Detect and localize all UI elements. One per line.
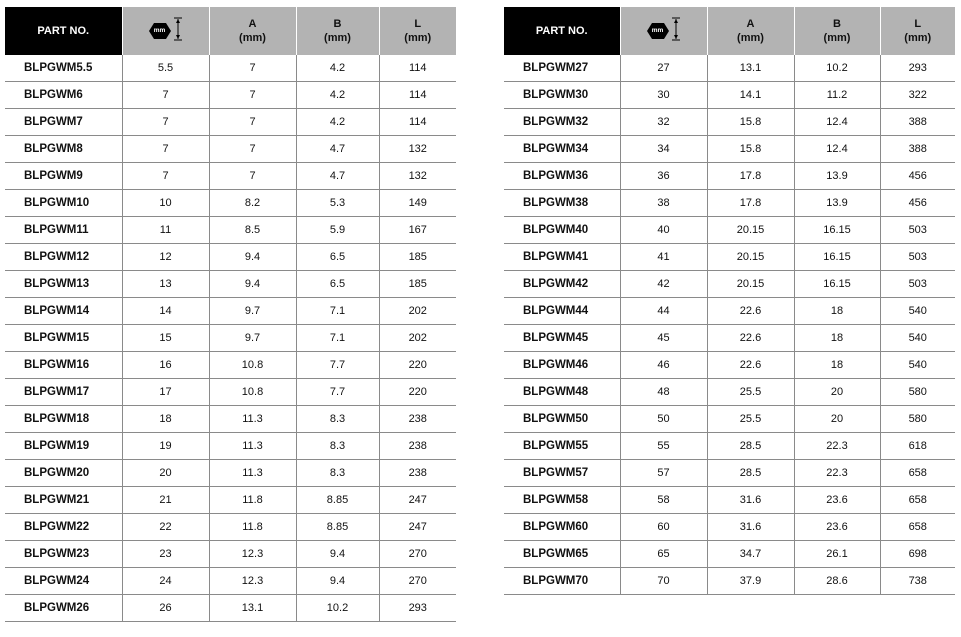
part-number-cell: BLPGWM22 [5,514,122,541]
hex-size-cell: 42 [620,271,707,298]
length-cell: 540 [880,325,955,352]
dim-b-cell: 18 [794,298,880,325]
dim-b-cell: 22.3 [794,460,880,487]
dim-a-cell: 25.5 [707,379,794,406]
length-cell: 503 [880,271,955,298]
dim-a-cell: 25.5 [707,406,794,433]
length-cell: 202 [379,325,456,352]
length-cell: 388 [880,136,955,163]
length-cell: 238 [379,406,456,433]
part-number-cell: BLPGWM13 [5,271,122,298]
part-number-cell: BLPGWM16 [5,352,122,379]
length-cell: 580 [880,406,955,433]
dim-a-cell: 15.8 [707,109,794,136]
dim-a-cell: 22.6 [707,325,794,352]
part-number-cell: BLPGWM41 [504,244,620,271]
dim-b-cell: 4.7 [296,163,379,190]
part-number-cell: BLPGWM42 [504,271,620,298]
part-number-cell: BLPGWM23 [5,541,122,568]
part-number-cell: BLPGWM30 [504,82,620,109]
hex-size-cell: 60 [620,514,707,541]
part-number-cell: BLPGWM55 [504,433,620,460]
length-cell: 167 [379,217,456,244]
hex-size-cell: 7 [122,109,209,136]
hex-size-cell: 11 [122,217,209,244]
dim-b-cell: 7.7 [296,379,379,406]
length-cell: 270 [379,568,456,595]
part-number-cell: BLPGWM8 [5,136,122,163]
table-row [5,487,456,514]
dim-b-cell: 8.85 [296,487,379,514]
length-cell: 247 [379,487,456,514]
dim-a-cell: 11.8 [209,514,296,541]
table-row [504,352,955,379]
dim-a-cell: 20.15 [707,271,794,298]
table-row [504,568,955,595]
part-number-cell: BLPGWM70 [504,568,620,595]
dim-a-cell: 9.7 [209,325,296,352]
parts-table-left [5,7,456,622]
hex-size-cell: 50 [620,406,707,433]
dim-b-cell: 16.15 [794,217,880,244]
part-number-cell: BLPGWM12 [5,244,122,271]
parts-table-right-body [504,55,955,595]
dim-b-cell: 16.15 [794,244,880,271]
dim-b-cell: 4.2 [296,109,379,136]
table-row [504,136,955,163]
hex-size-cell: 7 [122,163,209,190]
table-row [5,271,456,298]
dim-b-cell: 13.9 [794,163,880,190]
dim-a-cell: 22.6 [707,352,794,379]
dim-a-cell: 9.4 [209,244,296,271]
dim-b-cell: 16.15 [794,271,880,298]
dim-a-cell: 12.3 [209,541,296,568]
hex-size-cell: 10 [122,190,209,217]
dim-b-cell: 23.6 [794,514,880,541]
dim-a-cell: 8.2 [209,190,296,217]
hex-size-cell: 44 [620,298,707,325]
dim-b-cell: 18 [794,325,880,352]
dim-a-cell: 7 [209,136,296,163]
length-cell: 114 [379,55,456,82]
dim-a-cell: 7 [209,82,296,109]
table-row [504,217,955,244]
dim-b-cell: 8.3 [296,406,379,433]
dim-a-cell: 31.6 [707,514,794,541]
dim-b-cell: 6.5 [296,271,379,298]
length-cell: 503 [880,217,955,244]
length-cell: 185 [379,271,456,298]
dim-b-cell: 4.2 [296,82,379,109]
table-row [504,190,955,217]
part-number-cell: BLPGWM21 [5,487,122,514]
hex-size-cell: 20 [122,460,209,487]
table-row [504,55,955,82]
length-cell: 322 [880,82,955,109]
table-row [504,406,955,433]
dim-a-cell: 11.3 [209,460,296,487]
hex-size-cell: 7 [122,82,209,109]
col-l-header: L (mm) [880,7,955,55]
length-cell: 202 [379,298,456,325]
table-header-row [504,7,955,55]
length-cell: 456 [880,190,955,217]
dim-a-cell: 12.3 [209,568,296,595]
hex-unit-label: mm [153,27,166,34]
table-row [5,55,456,82]
dim-a-cell: 20.15 [707,217,794,244]
dim-a-cell: 20.15 [707,244,794,271]
dim-b-cell: 9.4 [296,541,379,568]
dim-b-cell: 4.2 [296,55,379,82]
dim-b-cell: 8.3 [296,460,379,487]
hex-size-cell: 17 [122,379,209,406]
table-row [504,271,955,298]
hex-size-cell: 16 [122,352,209,379]
length-cell: 114 [379,82,456,109]
hex-size-icon [647,23,669,39]
dim-a-cell: 15.8 [707,136,794,163]
dim-b-cell: 5.3 [296,190,379,217]
dim-b-cell: 9.4 [296,568,379,595]
height-dimension-icon [671,17,681,45]
hex-size-cell: 21 [122,487,209,514]
part-number-cell: BLPGWM46 [504,352,620,379]
dim-b-cell: 11.2 [794,82,880,109]
table-row [504,460,955,487]
hex-size-cell: 14 [122,298,209,325]
hex-size-header [620,7,707,55]
part-number-cell: BLPGWM24 [5,568,122,595]
part-number-cell: BLPGWM26 [5,595,122,622]
dim-b-cell: 8.85 [296,514,379,541]
part-number-cell: BLPGWM32 [504,109,620,136]
length-cell: 132 [379,136,456,163]
part-no-header: PART NO. [5,7,122,55]
length-cell: 580 [880,379,955,406]
table-row [5,541,456,568]
table-row [504,433,955,460]
part-number-cell: BLPGWM5.5 [5,55,122,82]
part-number-cell: BLPGWM58 [504,487,620,514]
dim-a-cell: 9.4 [209,271,296,298]
dim-a-cell: 17.8 [707,190,794,217]
col-l-header: L (mm) [379,7,456,55]
length-cell: 270 [379,541,456,568]
hex-size-cell: 46 [620,352,707,379]
hex-size-cell: 12 [122,244,209,271]
dim-a-cell: 11.3 [209,406,296,433]
table-row [504,325,955,352]
parts-table-left-body [5,55,456,622]
hex-unit-label: mm [651,27,664,34]
col-b-header: B (mm) [296,7,379,55]
part-number-cell: BLPGWM44 [504,298,620,325]
table-row [5,82,456,109]
col-a-header: A (mm) [707,7,794,55]
part-number-cell: BLPGWM65 [504,541,620,568]
part-number-cell: BLPGWM50 [504,406,620,433]
part-number-cell: BLPGWM15 [5,325,122,352]
dim-b-cell: 12.4 [794,136,880,163]
part-number-cell: BLPGWM9 [5,163,122,190]
length-cell: 220 [379,352,456,379]
part-number-cell: BLPGWM60 [504,514,620,541]
part-number-cell: BLPGWM19 [5,433,122,460]
dim-b-cell: 4.7 [296,136,379,163]
length-cell: 132 [379,163,456,190]
length-cell: 293 [880,55,955,82]
hex-size-header [122,7,209,55]
hex-size-cell: 65 [620,541,707,568]
part-number-cell: BLPGWM57 [504,460,620,487]
table-row [5,298,456,325]
dim-b-cell: 20 [794,406,880,433]
dim-a-cell: 11.3 [209,433,296,460]
length-cell: 456 [880,163,955,190]
table-row [504,163,955,190]
table-row [5,109,456,136]
dim-a-cell: 11.8 [209,487,296,514]
length-cell: 185 [379,244,456,271]
table-row [5,433,456,460]
part-number-cell: BLPGWM7 [5,109,122,136]
length-cell: 503 [880,244,955,271]
dim-a-cell: 7 [209,163,296,190]
table-row [5,325,456,352]
hex-size-cell: 26 [122,595,209,622]
dim-b-cell: 26.1 [794,541,880,568]
part-number-cell: BLPGWM20 [5,460,122,487]
dim-b-cell: 6.5 [296,244,379,271]
table-row [504,298,955,325]
table-row [5,568,456,595]
part-number-cell: BLPGWM10 [5,190,122,217]
length-cell: 247 [379,514,456,541]
table-row [5,136,456,163]
dim-b-cell: 20 [794,379,880,406]
part-number-cell: BLPGWM11 [5,217,122,244]
hex-size-cell: 23 [122,541,209,568]
part-number-cell: BLPGWM34 [504,136,620,163]
height-dimension-icon [173,17,183,45]
length-cell: 149 [379,190,456,217]
dim-b-cell: 13.9 [794,190,880,217]
dim-a-cell: 9.7 [209,298,296,325]
length-cell: 698 [880,541,955,568]
dim-a-cell: 7 [209,55,296,82]
length-cell: 658 [880,514,955,541]
dim-a-cell: 7 [209,109,296,136]
length-cell: 238 [379,460,456,487]
hex-size-cell: 48 [620,379,707,406]
length-cell: 618 [880,433,955,460]
hex-size-cell: 38 [620,190,707,217]
dim-b-cell: 12.4 [794,109,880,136]
hex-size-cell: 27 [620,55,707,82]
hex-size-cell: 5.5 [122,55,209,82]
hex-size-cell: 32 [620,109,707,136]
col-b-header: B (mm) [794,7,880,55]
length-cell: 293 [379,595,456,622]
table-row [5,406,456,433]
table-header-row [5,7,456,55]
hex-size-cell: 13 [122,271,209,298]
hex-size-cell: 34 [620,136,707,163]
table-row [5,190,456,217]
part-number-cell: BLPGWM36 [504,163,620,190]
parts-table-right [504,7,955,595]
dim-b-cell: 5.9 [296,217,379,244]
dim-a-cell: 28.5 [707,460,794,487]
table-row [504,541,955,568]
length-cell: 738 [880,568,955,595]
length-cell: 114 [379,109,456,136]
part-number-cell: BLPGWM14 [5,298,122,325]
hex-size-cell: 45 [620,325,707,352]
dim-a-cell: 10.8 [209,352,296,379]
dim-a-cell: 28.5 [707,433,794,460]
dim-a-cell: 13.1 [209,595,296,622]
dim-a-cell: 34.7 [707,541,794,568]
hex-size-cell: 19 [122,433,209,460]
dim-a-cell: 8.5 [209,217,296,244]
dim-b-cell: 10.2 [296,595,379,622]
hex-size-cell: 70 [620,568,707,595]
part-number-cell: BLPGWM6 [5,82,122,109]
dim-b-cell: 10.2 [794,55,880,82]
dim-b-cell: 7.1 [296,325,379,352]
hex-size-cell: 24 [122,568,209,595]
dim-b-cell: 22.3 [794,433,880,460]
length-cell: 540 [880,298,955,325]
table-row [504,379,955,406]
dim-b-cell: 28.6 [794,568,880,595]
table-row [504,244,955,271]
dim-b-cell: 18 [794,352,880,379]
part-number-cell: BLPGWM40 [504,217,620,244]
dim-a-cell: 37.9 [707,568,794,595]
col-a-header: A (mm) [209,7,296,55]
hex-size-cell: 15 [122,325,209,352]
dim-a-cell: 31.6 [707,487,794,514]
part-number-cell: BLPGWM18 [5,406,122,433]
table-row [5,352,456,379]
dim-a-cell: 22.6 [707,298,794,325]
length-cell: 388 [880,109,955,136]
table-row [504,514,955,541]
dim-b-cell: 23.6 [794,487,880,514]
hex-size-cell: 7 [122,136,209,163]
part-number-cell: BLPGWM48 [504,379,620,406]
length-cell: 220 [379,379,456,406]
part-no-header: PART NO. [504,7,620,55]
table-row [504,109,955,136]
hex-size-cell: 36 [620,163,707,190]
table-row [5,514,456,541]
table-row [5,460,456,487]
length-cell: 540 [880,352,955,379]
table-row [5,244,456,271]
table-row [504,487,955,514]
hex-size-icon [149,23,171,39]
hex-size-cell: 57 [620,460,707,487]
length-cell: 238 [379,433,456,460]
dim-a-cell: 17.8 [707,163,794,190]
part-number-cell: BLPGWM27 [504,55,620,82]
hex-size-cell: 41 [620,244,707,271]
part-number-cell: BLPGWM45 [504,325,620,352]
length-cell: 658 [880,487,955,514]
table-row [5,217,456,244]
table-row [5,595,456,622]
hex-size-cell: 22 [122,514,209,541]
dim-a-cell: 14.1 [707,82,794,109]
part-number-cell: BLPGWM38 [504,190,620,217]
dim-a-cell: 10.8 [209,379,296,406]
hex-size-cell: 58 [620,487,707,514]
dim-b-cell: 7.7 [296,352,379,379]
table-row [504,82,955,109]
part-number-cell: BLPGWM17 [5,379,122,406]
dim-b-cell: 7.1 [296,298,379,325]
length-cell: 658 [880,460,955,487]
dim-a-cell: 13.1 [707,55,794,82]
hex-size-cell: 55 [620,433,707,460]
hex-size-cell: 18 [122,406,209,433]
table-row [5,163,456,190]
hex-size-cell: 40 [620,217,707,244]
dim-b-cell: 8.3 [296,433,379,460]
table-row [5,379,456,406]
hex-size-cell: 30 [620,82,707,109]
